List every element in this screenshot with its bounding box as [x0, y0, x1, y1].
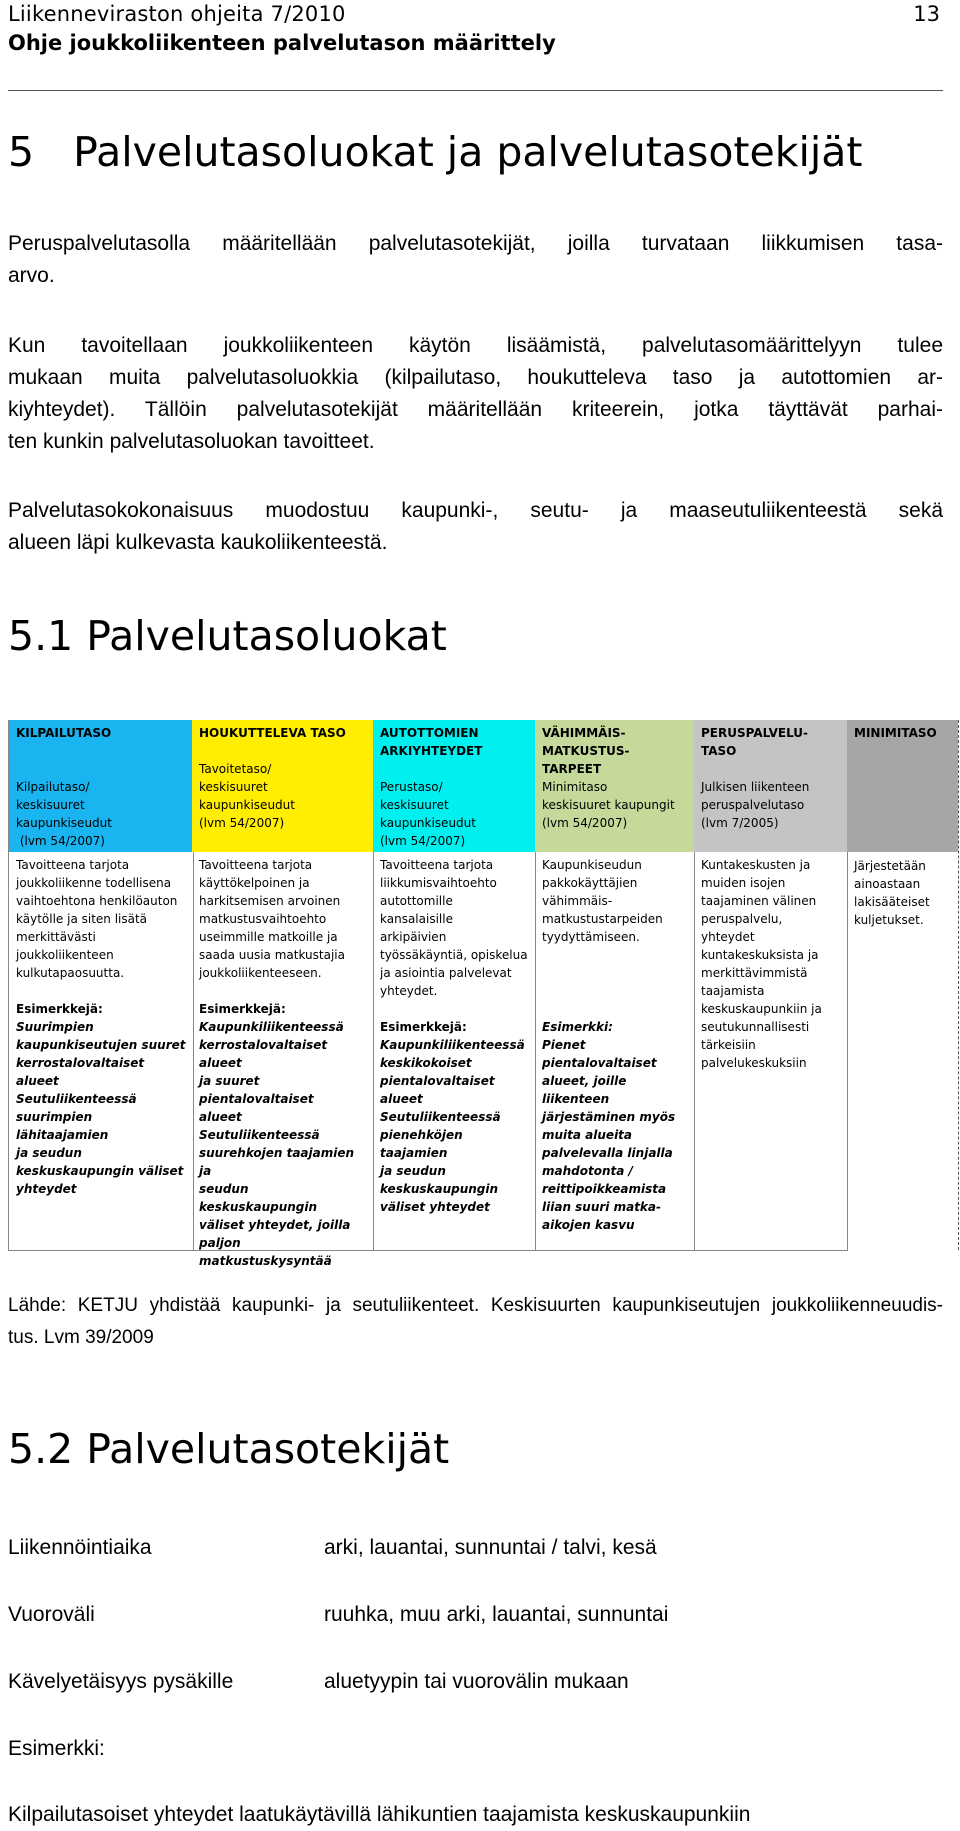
body-line: käyttökelpoinen ja — [199, 876, 310, 890]
example-line: Pienet — [542, 1038, 586, 1052]
factor-value: ruuhka, muu arki, lauantai, sunnuntai — [324, 1603, 669, 1626]
table-column-kilpailutaso — [8, 720, 194, 1251]
example-line: pientalovaltaiset — [542, 1056, 657, 1070]
body-line: seutukunnallisesti — [701, 1020, 810, 1034]
example-line: keskikokoiset — [380, 1056, 472, 1070]
column-title: VÄHIMMÄIS- — [542, 726, 626, 740]
column-subtitle: Perustaso/ — [380, 780, 443, 794]
body-line: joukkoliikenteeseen. — [199, 966, 322, 980]
table-column-autottomien — [373, 720, 536, 1251]
body-line: kulkutapaosuutta. — [16, 966, 125, 980]
column-subtitle: Julkisen liikenteen — [701, 780, 810, 794]
body-line: saada uusia matkustajia — [199, 948, 345, 962]
column-subtitle: keskisuuret — [199, 780, 268, 794]
example-line: suurimpien lähitaajamien — [16, 1110, 109, 1142]
column-subtitle: Kilpailutaso/ — [16, 780, 90, 794]
table-column-minimitaso — [847, 720, 959, 1250]
example-line: Suurimpien — [16, 1020, 94, 1034]
column-header — [9, 720, 193, 852]
body-line: Kuntakeskusten ja — [701, 858, 811, 872]
body-line: kansalaisille — [380, 912, 453, 926]
body-line: palvelukeskuksiin — [701, 1056, 807, 1070]
paragraph-2 — [8, 330, 943, 458]
example-line: seudun keskuskaupungin — [199, 1182, 318, 1214]
paragraph-line: mukaan muita palvelutasoluokkia (kilpailutaso, houkutteleva taso ja autottomien ar- — [8, 366, 943, 389]
example-line: väliset yhteydet — [380, 1200, 490, 1214]
body-line: peruspalvelu, — [701, 912, 783, 926]
column-header — [694, 720, 847, 852]
paragraph-line: Peruspalvelutasolla määritellään palvelutasotekijät, joilla turvataan liikkumisen tasa- — [8, 232, 943, 255]
column-title: ARKIYHTEYDET — [380, 744, 483, 758]
source-line: Lähde: KETJU yhdistää kaupunki- ja seutuliikenteet. Keskisuurten kaupunkiseutujen joukkoliikenneuudis- — [8, 1295, 943, 1316]
header-title: Ohje joukkoliikenteen palvelutason määrittely — [8, 31, 556, 55]
table-column-peruspalvelu — [694, 720, 848, 1251]
factor-value: arki, lauantai, sunnuntai / talvi, kesä — [324, 1536, 657, 1559]
column-body — [694, 852, 847, 1076]
paragraph-3 — [8, 495, 943, 559]
body-line: liikkumisvaihtoehto — [380, 876, 497, 890]
column-body — [373, 852, 535, 1220]
paragraph-line: arvo. — [8, 264, 55, 287]
body-line: tyydyttämiseen. — [542, 930, 640, 944]
example-line: Kaupunkiliikenteessä — [380, 1038, 525, 1052]
body-line: tärkeisiin — [701, 1038, 756, 1052]
service-level-table — [8, 720, 960, 1268]
body-line: harkitsemisen arvoinen — [199, 894, 341, 908]
example-line: alueet — [199, 1110, 242, 1124]
column-header — [535, 720, 694, 852]
body-line: matkustusvaihtoehto — [199, 912, 327, 926]
body-line: muiden isojen — [701, 876, 786, 890]
body-line: ainoastaan — [854, 877, 921, 891]
column-header — [192, 720, 373, 852]
factor-label: Vuoroväli — [8, 1603, 95, 1626]
column-header — [847, 720, 958, 852]
example-line: suurehkojen taajamien ja — [199, 1146, 355, 1178]
body-line: lakisääteiset — [854, 895, 930, 909]
example-line: ja seudun — [380, 1164, 446, 1178]
factor-label: Kävelyetäisyys pysäkille — [8, 1670, 234, 1693]
example-line: palvelevalla linjalla — [542, 1146, 673, 1160]
body-line: pakkokäyttäjien — [542, 876, 638, 890]
body-line: taajamista — [701, 984, 765, 998]
paragraph-line: alueen läpi kulkevasta kaukoliikenteestä. — [8, 531, 388, 554]
body-line: kuntakeskuksista ja — [701, 948, 819, 962]
example-line: kaupunkiseutujen suuret — [16, 1038, 186, 1052]
body-line: Kaupunkiseudun — [542, 858, 642, 872]
page-number: 13 — [913, 2, 940, 26]
example-line: väliset yhteydet, joilla — [199, 1218, 351, 1232]
example-line: kerrostalovaltaiset alueet — [199, 1038, 328, 1070]
example-line: ja seudun — [16, 1146, 82, 1160]
example-line: keskuskaupungin väliset — [16, 1164, 184, 1178]
example-text: Kilpailutasoiset yhteydet laatukäytävillä lähikuntien taajamista keskuskaupunkiin — [8, 1803, 751, 1826]
column-subtitle: peruspalvelutaso — [701, 798, 805, 812]
table-source — [8, 1290, 943, 1354]
column-title: HOUKUTTELEVA TASO — [199, 726, 346, 740]
body-line: vähimmäis- — [542, 894, 613, 908]
example-line: liian suuri matka- — [542, 1200, 661, 1214]
column-subtitle: (lvm 7/2005) — [701, 816, 779, 830]
example-label: Esimerkkejä: — [380, 1020, 467, 1034]
example-line: aikojen kasvu — [542, 1218, 635, 1232]
column-body — [535, 852, 694, 1238]
column-subtitle: (lvm 54/2007) — [380, 834, 466, 848]
example-line: paljon matkustuskysyntää — [199, 1236, 332, 1268]
header-series: Liikenneviraston ohjeita 7/2010 — [8, 2, 346, 26]
body-line: matkustustarpeiden — [542, 912, 663, 926]
body-line: yhteydet — [701, 930, 755, 944]
column-body — [847, 853, 958, 933]
body-line: joukkoliikenne todellisena — [16, 876, 172, 890]
example-line: pienehköjen taajamien — [380, 1128, 463, 1160]
example-line: ja suuret pientalovaltaiset — [199, 1074, 314, 1106]
column-subtitle: Tavoitetaso/ — [199, 762, 272, 776]
body-line: käytölle ja siten lisätä — [16, 912, 148, 926]
paragraph-line: kiyhteydet). Tällöin palvelutasotekijät määritellään kriteerein, jotka täyttävät parhai- — [8, 398, 943, 421]
column-title: KILPAILUTASO — [16, 726, 112, 740]
body-line: Tavoitteena tarjota — [380, 858, 494, 872]
example-label: Esimerkkejä: — [199, 1002, 286, 1016]
column-subtitle: Minimitaso — [542, 780, 608, 794]
body-line: yhteydet. — [380, 984, 438, 998]
example-label: Esimerkki: — [542, 1020, 613, 1034]
body-line: kuljetukset. — [854, 913, 924, 927]
paragraph-line: Kun tavoitellaan joukkoliikenteen käytön lisäämistä, palvelutasomäärittelyyn tulee — [8, 334, 943, 357]
column-subtitle: keskisuuret — [380, 798, 449, 812]
column-title: TASO — [701, 744, 737, 758]
column-title: TARPEET — [542, 762, 602, 776]
column-title: MATKUSTUS- — [542, 744, 630, 758]
column-body — [9, 852, 193, 1202]
header-rule — [8, 90, 943, 91]
column-title: PERUSPALVELU- — [701, 726, 809, 740]
source-line: tus. Lvm 39/2009 — [8, 1327, 154, 1348]
example-line: keskuskaupungin — [380, 1182, 499, 1196]
example-line: Seutuliikenteessä — [16, 1092, 137, 1106]
column-title: AUTOTTOMIEN — [380, 726, 479, 740]
example-line: Kaupunkiliikenteessä — [199, 1020, 344, 1034]
column-subtitle: keskisuuret kaupungit — [542, 798, 675, 812]
paragraph-1 — [8, 228, 943, 292]
example-line: yhteydet — [16, 1182, 77, 1196]
example-line: mahdotonta / — [542, 1164, 633, 1178]
body-line: työssäkäyntiä, opiskelua — [380, 948, 528, 962]
body-line: ja asiointia palvelevat — [380, 966, 512, 980]
example-line: Seutuliikenteessä — [199, 1128, 320, 1142]
example-label: Esimerkkejä: — [16, 1002, 103, 1016]
example-line: alueet, joille liikenteen — [542, 1074, 627, 1106]
body-line: arkipäivien — [380, 930, 447, 944]
column-header — [373, 720, 535, 852]
column-title: MINIMITASO — [854, 726, 937, 740]
paragraph-line: ten kunkin palvelutasoluokan tavoitteet. — [8, 430, 375, 453]
factor-value: aluetyypin tai vuorovälin mukaan — [324, 1670, 629, 1693]
example-line: pientalovaltaiset alueet — [380, 1074, 495, 1106]
body-line: Tavoitteena tarjota — [199, 858, 313, 872]
body-line: autottomille — [380, 894, 453, 908]
paragraph-line: Palvelutasokokonaisuus muodostuu kaupunki-, seutu- ja maaseutuliikenteestä sekä — [8, 499, 943, 522]
table-column-vahimmais — [535, 720, 695, 1251]
column-subtitle: (lvm 54/2007) — [16, 834, 105, 848]
column-subtitle: kaupunkiseudut — [199, 798, 295, 812]
example-line: reittipoikkeamista — [542, 1182, 667, 1196]
body-line: merkittävimmistä — [701, 966, 808, 980]
column-subtitle: keskisuuret — [16, 798, 85, 812]
table-column-houkutteleva — [192, 720, 374, 1268]
example-line: kerrostalovaltaiset alueet — [16, 1056, 145, 1088]
column-subtitle: (lvm 54/2007) — [199, 816, 285, 830]
section-5-1-heading: 5.1 Palvelutasoluokat — [8, 612, 447, 660]
body-line: keskuskaupunkiin ja — [701, 1002, 822, 1016]
column-body — [192, 852, 373, 1274]
body-line: vaihtoehtona henkilöauton — [16, 894, 178, 908]
section-5-2-heading: 5.2 Palvelutasotekijät — [8, 1425, 450, 1473]
column-subtitle: kaupunkiseudut — [16, 816, 112, 830]
example-label: Esimerkki: — [8, 1737, 105, 1760]
body-line: Järjestetään — [854, 859, 926, 873]
body-line: taajaminen välinen — [701, 894, 817, 908]
body-line: merkittävästi — [16, 930, 96, 944]
example-line: Seutuliikenteessä — [380, 1110, 501, 1124]
column-subtitle: (lvm 54/2007) — [542, 816, 628, 830]
example-line: muita alueita — [542, 1128, 633, 1142]
body-line: joukkoliikenteen — [16, 948, 114, 962]
body-line: useimmille matkoille ja — [199, 930, 338, 944]
section-5-heading: 5 Palvelutasoluokat ja palvelutasotekijät — [8, 128, 863, 176]
factor-label: Liikennöintiaika — [8, 1536, 152, 1559]
example-line: järjestäminen myös — [542, 1110, 676, 1124]
body-line: Tavoitteena tarjota — [16, 858, 130, 872]
column-subtitle: kaupunkiseudut — [380, 816, 476, 830]
